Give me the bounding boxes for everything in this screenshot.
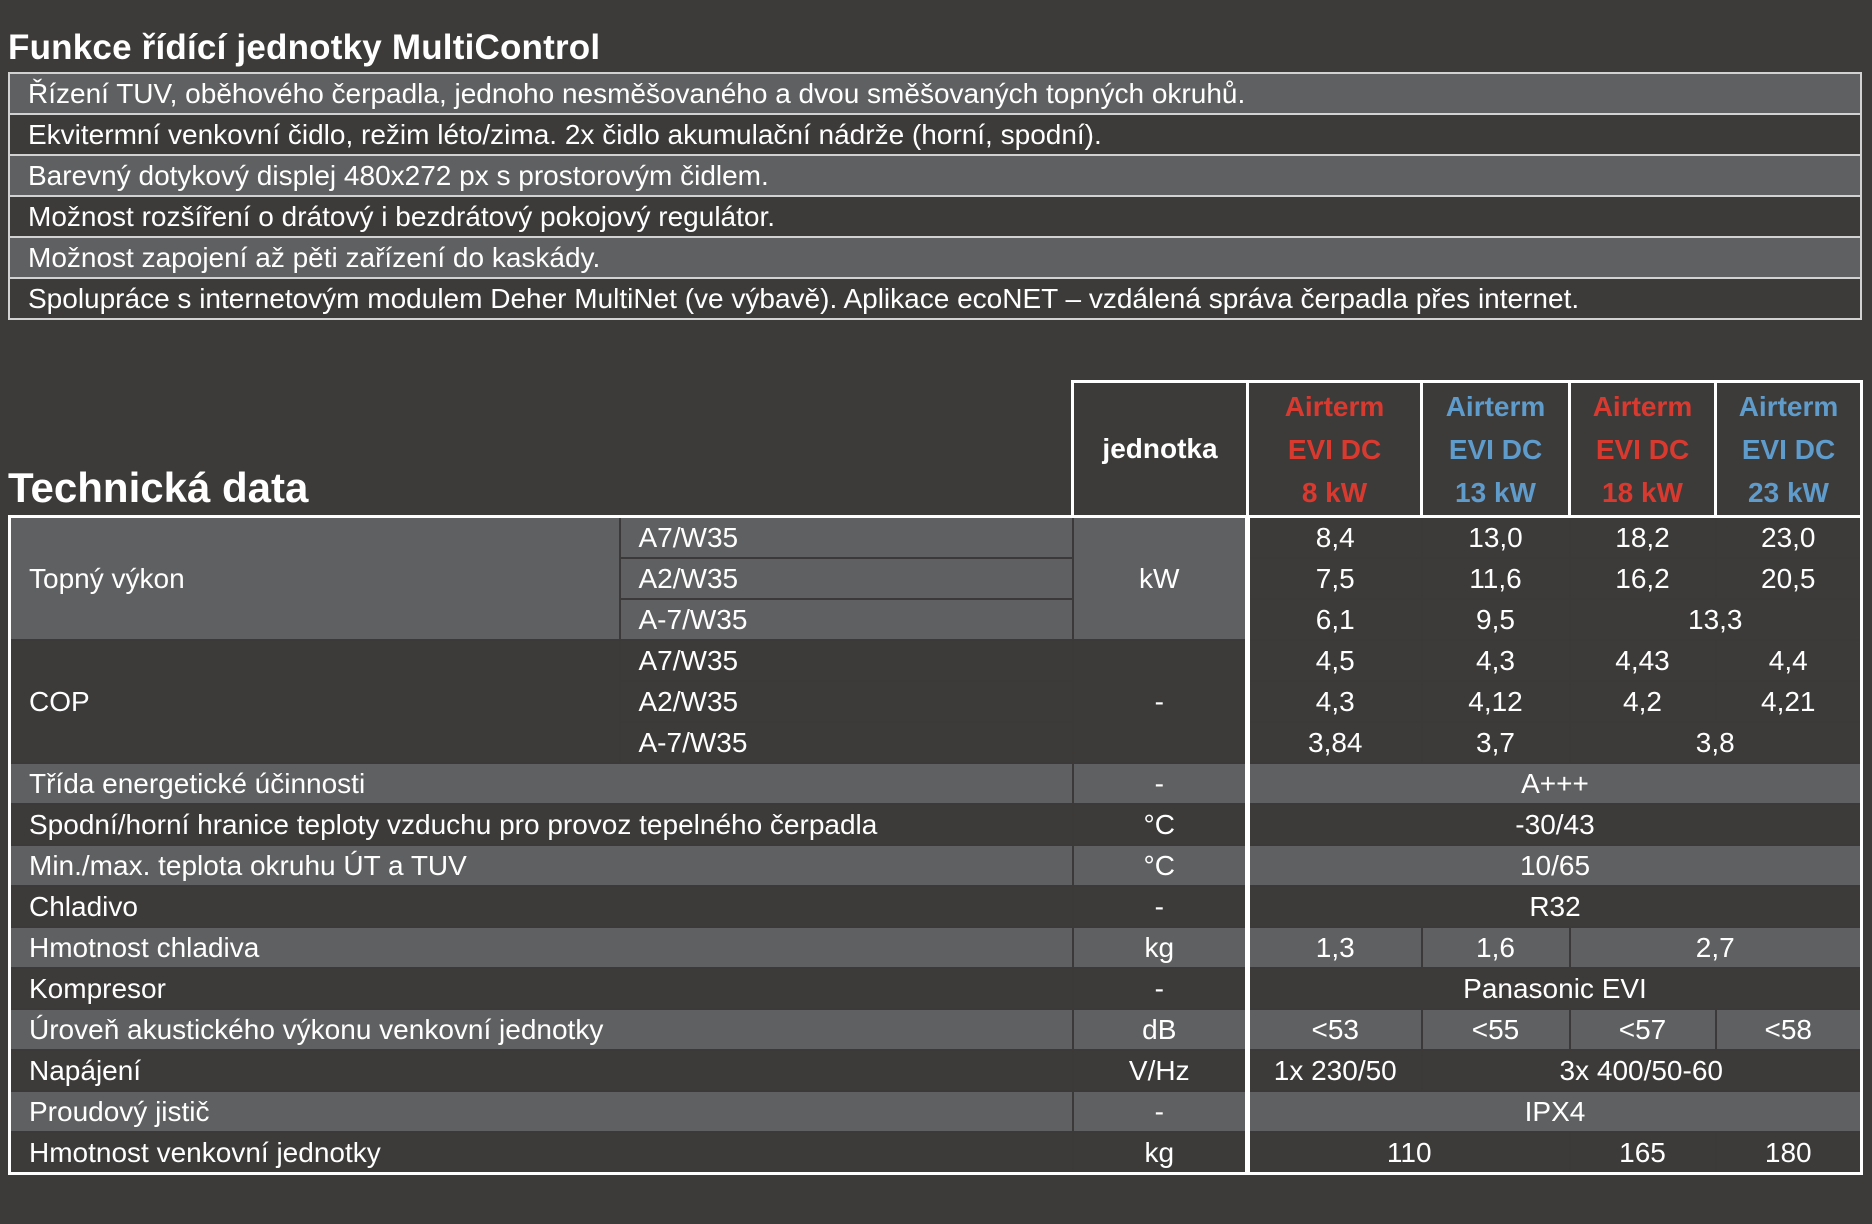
value-cell: IPX4	[1248, 1091, 1862, 1132]
condition-cell: A-7/W35	[620, 599, 1073, 640]
table-row	[10, 1050, 1862, 1091]
function-item: Možnost rozšíření o drátový i bezdrátový pokojový regulátor.	[9, 196, 1861, 237]
value-cell: 165	[1570, 1132, 1716, 1174]
table-row	[9, 114, 1861, 155]
function-item: Barevný dotykový displej 480x272 px s prostorovým čidlem.	[9, 155, 1861, 196]
product-model: EVI DC	[1595, 433, 1690, 465]
product-name: Airterm	[1738, 390, 1839, 422]
unit-cell: -	[1073, 763, 1248, 804]
value-cell: 3x 400/50-60	[1422, 1050, 1862, 1091]
value-cell: 8,4	[1248, 517, 1422, 559]
unit-cell: V/Hz	[1073, 1050, 1248, 1091]
unit-cell: -	[1073, 886, 1248, 927]
value-cell: 4,21	[1716, 681, 1862, 722]
value-cell: -30/43	[1248, 804, 1862, 845]
value-cell: Panasonic EVI	[1248, 968, 1862, 1009]
table-row	[9, 155, 1861, 196]
value-cell: 3,84	[1248, 722, 1422, 763]
value-cell: R32	[1248, 886, 1862, 927]
product-name: Airterm	[1592, 390, 1693, 422]
table-row	[10, 1091, 1862, 1132]
value-cell: 4,3	[1248, 681, 1422, 722]
row-label: Úroveň akustického výkonu venkovní jednotky	[10, 1009, 1073, 1050]
tech-table	[8, 380, 1863, 1175]
cop-label: COP	[10, 640, 620, 763]
value-cell: 23,0	[1716, 517, 1862, 559]
value-cell: 110	[1248, 1132, 1570, 1174]
row-label: Chladivo	[10, 886, 1073, 927]
functions-title: Funkce řídící jednotky MultiControl	[8, 28, 601, 67]
function-item: Ekvitermní venkovní čidlo, režim léto/zima. 2x čidlo akumulační nádrže (horní, spodní).	[9, 114, 1861, 155]
row-label: Třída energetické účinnosti	[10, 763, 1073, 804]
product-power: 13 kW	[1455, 476, 1536, 508]
value-cell: <58	[1716, 1009, 1862, 1050]
value-cell: A+++	[1248, 763, 1862, 804]
row-label: Napájení	[10, 1050, 1073, 1091]
row-label: Spodní/horní hranice teploty vzduchu pro provoz tepelného čerpadla	[10, 804, 1073, 845]
value-cell: 180	[1716, 1132, 1862, 1174]
value-cell: 4,3	[1422, 640, 1570, 681]
unit-cell: kg	[1073, 1132, 1248, 1174]
value-cell: 3,8	[1570, 722, 1862, 763]
value-cell: 2,7	[1570, 927, 1862, 968]
value-cell: 16,2	[1570, 558, 1716, 599]
value-cell: 1,3	[1248, 927, 1422, 968]
product-name: Airterm	[1445, 390, 1546, 422]
unit-cell: -	[1073, 968, 1248, 1009]
value-cell: 18,2	[1570, 517, 1716, 559]
value-cell: 9,5	[1422, 599, 1570, 640]
unit-cell: -	[1073, 1091, 1248, 1132]
value-cell: 10/65	[1248, 845, 1862, 886]
function-item: Spolupráce s internetovým modulem Deher MultiNet (ve výbavě). Aplikace ecoNET – vzdálená správa čerpadla přes internet.	[9, 278, 1861, 319]
table-row	[10, 640, 1862, 681]
value-cell: 1,6	[1422, 927, 1570, 968]
table-row	[9, 237, 1861, 278]
value-cell: <53	[1248, 1009, 1422, 1050]
product-header	[1716, 382, 1862, 517]
value-cell: 11,6	[1422, 558, 1570, 599]
condition-cell: A2/W35	[620, 558, 1073, 599]
table-row	[10, 968, 1862, 1009]
product-header	[1570, 382, 1716, 517]
unit-cell: kg	[1073, 927, 1248, 968]
table-row	[10, 1132, 1862, 1174]
value-cell: 7,5	[1248, 558, 1422, 599]
row-label: Min./max. teplota okruhu ÚT a TUV	[10, 845, 1073, 886]
table-row	[10, 804, 1862, 845]
value-cell: 4,43	[1570, 640, 1716, 681]
value-cell: <57	[1570, 1009, 1716, 1050]
condition-cell: A7/W35	[620, 640, 1073, 681]
value-cell: 13,0	[1422, 517, 1570, 559]
condition-cell: A-7/W35	[620, 722, 1073, 763]
product-power: 8 kW	[1301, 476, 1368, 508]
row-label: Kompresor	[10, 968, 1073, 1009]
table-row	[9, 196, 1861, 237]
value-cell: 4,4	[1716, 640, 1862, 681]
value-cell: <55	[1422, 1009, 1570, 1050]
table-row	[10, 763, 1862, 804]
value-cell: 3,7	[1422, 722, 1570, 763]
functions-table	[8, 72, 1862, 320]
product-name: Airterm	[1284, 390, 1385, 422]
unit-cell: dB	[1073, 1009, 1248, 1050]
product-power: 23 kW	[1748, 476, 1829, 508]
product-model: EVI DC	[1741, 433, 1836, 465]
value-cell: 4,12	[1422, 681, 1570, 722]
function-item: Možnost zapojení až pěti zařízení do kaskády.	[9, 237, 1861, 278]
product-model: EVI DC	[1287, 433, 1382, 465]
heating-label: Topný výkon	[10, 517, 620, 641]
condition-cell: A7/W35	[620, 517, 1073, 559]
row-label: Hmotnost venkovní jednotky	[10, 1132, 1073, 1174]
row-label: Hmotnost chladiva	[10, 927, 1073, 968]
product-power: 18 kW	[1602, 476, 1683, 508]
table-row	[9, 278, 1861, 319]
unit-header: jednotka	[1073, 382, 1248, 517]
value-cell: 4,5	[1248, 640, 1422, 681]
value-cell: 6,1	[1248, 599, 1422, 640]
unit-cell: °C	[1073, 804, 1248, 845]
header-row	[10, 382, 1862, 517]
table-row	[10, 886, 1862, 927]
table-row	[10, 845, 1862, 886]
unit-cell: °C	[1073, 845, 1248, 886]
unit-cell: kW	[1073, 517, 1248, 641]
product-model: EVI DC	[1448, 433, 1543, 465]
table-row	[10, 1009, 1862, 1050]
value-cell: 4,2	[1570, 681, 1716, 722]
function-item: Řízení TUV, oběhového čerpadla, jednoho nesměšovaného a dvou směšovaných topných okruhů.	[9, 73, 1861, 114]
product-header	[1248, 382, 1422, 517]
unit-cell: -	[1073, 640, 1248, 763]
value-cell: 13,3	[1570, 599, 1862, 640]
tech-title: Technická data	[8, 464, 309, 511]
row-label: Proudový jistič	[10, 1091, 1073, 1132]
value-cell: 20,5	[1716, 558, 1862, 599]
table-row	[10, 927, 1862, 968]
table-row	[10, 517, 1862, 559]
table-row	[9, 73, 1861, 114]
condition-cell: A2/W35	[620, 681, 1073, 722]
product-header	[1422, 382, 1570, 517]
value-cell: 1x 230/50	[1248, 1050, 1422, 1091]
